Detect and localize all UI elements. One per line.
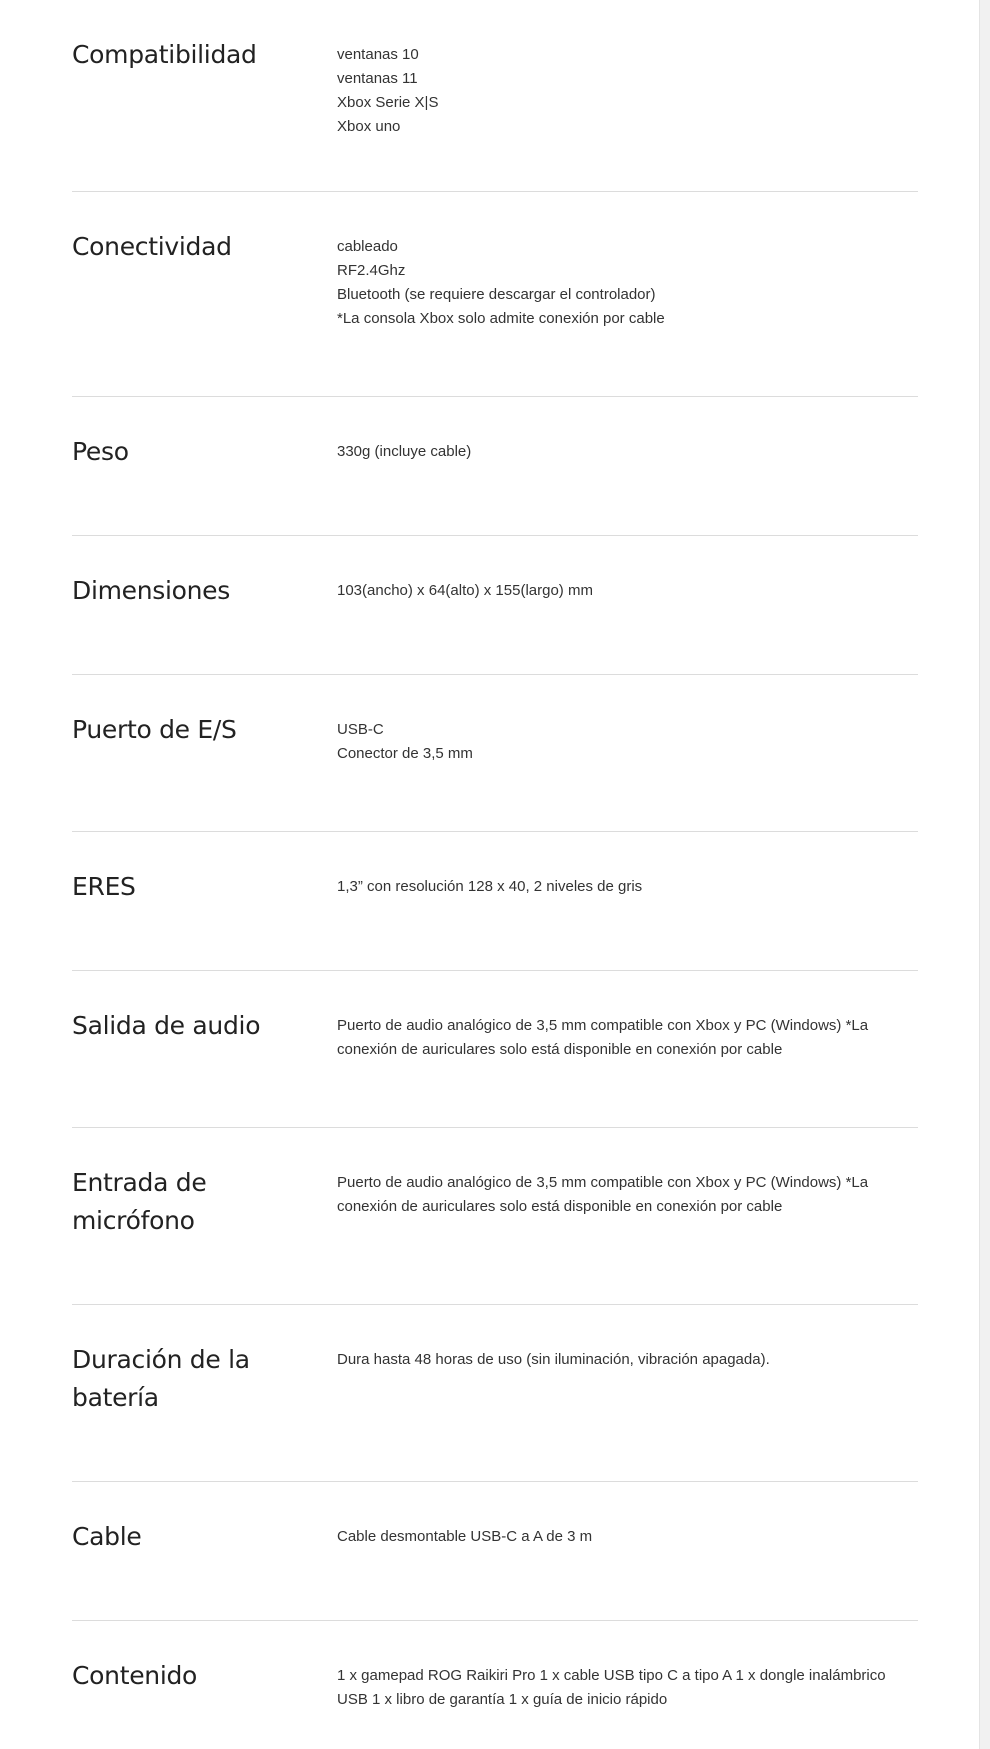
vertical-scrollbar[interactable] xyxy=(979,0,990,1749)
spec-row-eres xyxy=(72,832,918,971)
spec-label: Contenido xyxy=(72,1661,198,1690)
spec-value xyxy=(337,36,918,191)
spec-value-line: ventanas 10 xyxy=(337,46,419,63)
spec-row-cable xyxy=(72,1482,918,1621)
spec-label: Compatibilidad xyxy=(72,40,257,69)
spec-value-line: Xbox Serie X|S xyxy=(337,94,439,111)
spec-label: Dimensiones xyxy=(72,576,230,605)
spec-row-dimensiones xyxy=(72,536,918,675)
spec-row-peso xyxy=(72,397,918,536)
spec-label: Duración de la batería xyxy=(72,1345,250,1412)
spec-label: Peso xyxy=(72,437,129,466)
spec-value-line: 1 x gamepad ROG Raikiri Pro 1 x cable USB tipo C a tipo A 1 x dongle inalámbrico USB 1 x libro de garantía 1 x guía de inicio rápido xyxy=(337,1667,886,1708)
spec-row-puerto xyxy=(72,675,918,832)
spec-value xyxy=(337,433,918,535)
spec-value-line: Xbox uno xyxy=(337,118,401,135)
spec-value-line: Puerto de audio analógico de 3,5 mm compatible con Xbox y PC (Windows) *La conexión de auriculares solo está disponible en conexión por cable xyxy=(337,1017,869,1058)
spec-value-line: cableado xyxy=(337,238,398,255)
spec-value-line: Dura hasta 48 horas de uso (sin iluminación, vibración apagada). xyxy=(337,1351,770,1368)
spec-value xyxy=(337,1164,918,1304)
spec-value-line: 103(ancho) x 64(alto) x 155(largo) mm xyxy=(337,582,593,599)
spec-value xyxy=(337,1007,918,1127)
spec-value-line: *La consola Xbox solo admite conexión por cable xyxy=(337,310,665,327)
spec-table xyxy=(72,0,918,1749)
spec-value-line: Cable desmontable USB-C a A de 3 m xyxy=(337,1528,593,1545)
spec-value xyxy=(337,711,918,831)
spec-value xyxy=(337,228,918,396)
spec-value-line: 330g (incluye cable) xyxy=(337,443,472,460)
spec-label: ERES xyxy=(72,872,136,901)
spec-value-line: 1,3” con resolución 128 x 40, 2 niveles de gris xyxy=(337,878,643,895)
spec-row-compatibilidad xyxy=(72,0,918,192)
spec-label: Entrada de micrófono xyxy=(72,1168,207,1235)
spec-value-line: ventanas 11 xyxy=(337,70,418,87)
spec-value-line: RF2.4Ghz xyxy=(337,262,406,279)
spec-value xyxy=(337,572,918,674)
spec-value-line: Bluetooth (se requiere descargar el controlador) xyxy=(337,286,656,303)
spec-value xyxy=(337,1657,918,1749)
spec-value xyxy=(337,1518,918,1620)
spec-label: Salida de audio xyxy=(72,1011,261,1040)
spec-value-line: Conector de 3,5 mm xyxy=(337,745,473,762)
spec-row-bateria xyxy=(72,1305,918,1482)
spec-value-line: Puerto de audio analógico de 3,5 mm compatible con Xbox y PC (Windows) *La conexión de auriculares solo está disponible en conexión por cable xyxy=(337,1174,869,1215)
spec-row-conectividad xyxy=(72,192,918,397)
spec-label: Cable xyxy=(72,1522,142,1551)
spec-value xyxy=(337,1341,918,1481)
spec-value-line: USB-C xyxy=(337,721,384,738)
spec-label: Puerto de E/S xyxy=(72,715,237,744)
spec-row-entrada-microfono xyxy=(72,1128,918,1305)
spec-row-salida-audio xyxy=(72,971,918,1128)
spec-value xyxy=(337,868,918,970)
spec-label: Conectividad xyxy=(72,232,232,261)
spec-row-contenido xyxy=(72,1621,918,1749)
